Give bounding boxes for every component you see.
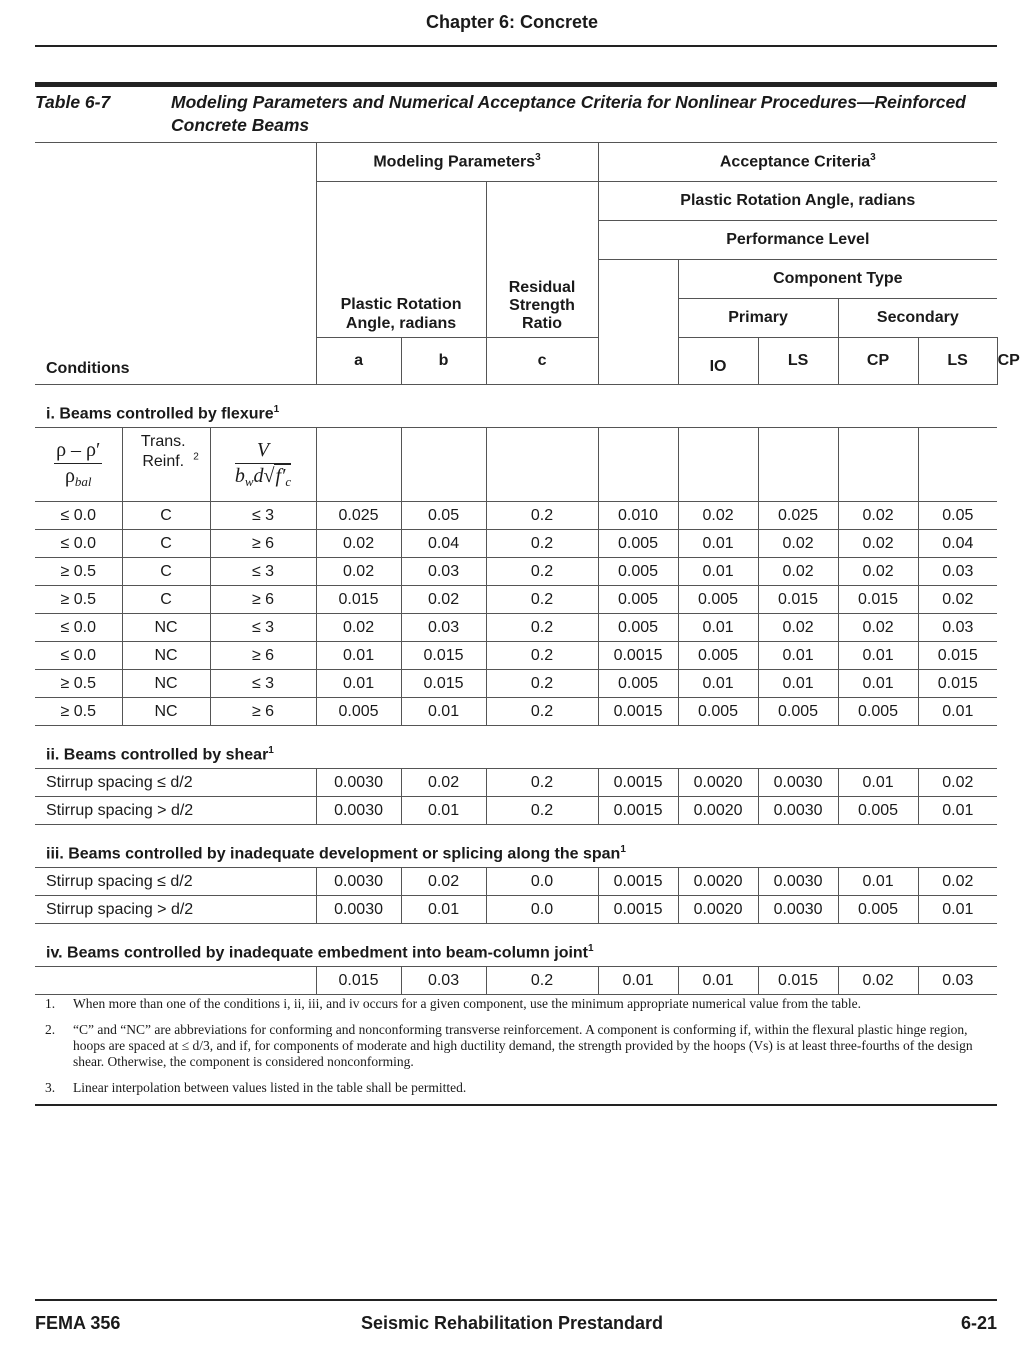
value-cell: 0.01 [316, 670, 401, 698]
value-cell: 0.005 [598, 530, 678, 558]
acceptance-plastic-rotation-header: Plastic Rotation Angle, radians [598, 182, 997, 221]
value-cell: 0.005 [758, 698, 838, 726]
empty-cell [486, 428, 598, 502]
performance-level-header: Performance Level [598, 221, 997, 260]
value-cell: 0.0030 [316, 769, 401, 797]
table-top-rule [35, 82, 997, 87]
value-cell: 0.015 [758, 586, 838, 614]
value-cell: 0.03 [918, 558, 997, 586]
section-title-text: ii. Beams controlled by shear [46, 746, 269, 763]
value-cell: 0.2 [486, 797, 598, 825]
empty-cell [838, 428, 918, 502]
value-cell: 0.005 [598, 558, 678, 586]
table-notes [35, 996, 997, 1106]
rho-condition: ≥ 0.5 [35, 698, 122, 726]
acceptance-criteria-table: Modeling Parameters$^3$ Acceptance Criteria$^3$ Plastic Rotation Angle, radians Residual Strength Ratio Plastic Rotation Angle, radians Performance Level Component Type Primary Secondary Conditions a b c IO LS CP LS CP i. Beams controlled by flexure$^1$ $\frac{\rho - \rho'}{\rho_{bal}}$ Trans. Reinf. $^2$ $\frac{V}{b_wd√f'_c}$ ≤ 0.0 C ≤ 3 0.025 0.05 0.2 0.010 0.02 0.025 0.02 0.05 ≤ 0.0 C ≥ 6 0.02 0.04 0.2 0.005 0.01 0.02 0.02 0.04 ≥ 0.5 C ≤ 3 0.02 0.03 0.2 0.005 0.01 0.02 0.02 0.03 ≥ 0.5 C ≥ 6 0.015 0.02 0.2 0.005 0.005 0.015 0.015 0.02 ≤ 0.0 NC ≤ 3 0.02 0.03 0.2 0.005 0.01 0.02 0.02 0.03 ≤ 0.0 NC ≥ 6 0.01 0.015 0.2 0.0015 0.005 0.01 0.01 0.015 ≥ 0.5 NC ≤ 3 0.01 0.015 0.2 0.005 0.01 0.01 0.01 0.015 ≥ 0.5 NC ≥ 6 0.005 0.01 0.2 0.0015 0.005 0.005 0.005 0.01 ii. Beams controlled by shear$^1$ Stirrup spacing ≤ d/2 0.0030 0.02 0.2 0.0015 0.0020 0.0030 0.01 0.02 Stirrup spacing > d/2 0.0030 0.01 0.2 0.0015 0.0020 0.0030 0.005 0.01 iii. Beams controlled by inadequate development or splicing along the span$^1$ Stirrup spacing ≤ d/2 0.0030 0.02 0.0 0.0015 0.0020 0.0030 0.01 0.02 Stirrup spacing > d/2 0.0030 0.01 0.0 0.0015 0.0020 0.0030 0.005 0.01 iv. Beams controlled by inadequate embedment into beam-column joint$^1$ 0.015 0.03 0.2 0.01 0.01 0.015 0.02 0.03 [35, 142, 997, 995]
value-cell: 0.0020 [678, 769, 758, 797]
rho-condition: ≤ 0.0 [35, 502, 122, 530]
value-cell: 0.02 [678, 502, 758, 530]
table-row [35, 868, 997, 896]
section-footnote-ref: 1 [268, 744, 274, 756]
note-number: 1. [45, 996, 56, 1011]
value-cell: 0.2 [486, 586, 598, 614]
value-cell: 0.0030 [316, 868, 401, 896]
value-cell: 0.0030 [758, 868, 838, 896]
table-row [35, 530, 997, 558]
modeling-parameters-header: Modeling Parameters$^3$ [316, 143, 598, 182]
value-cell: 0.015 [838, 586, 918, 614]
section-footnote-ref: 1 [588, 942, 594, 954]
note-2 [35, 1022, 997, 1070]
rho-ratio-header [35, 428, 122, 502]
value-cell: 0.0015 [598, 896, 678, 924]
table-row [35, 797, 997, 825]
table-row [35, 642, 997, 670]
value-cell: 0.015 [316, 586, 401, 614]
value-cell: 0.01 [678, 670, 758, 698]
col-header-c-2: c [486, 338, 598, 385]
value-cell: 0.0020 [678, 868, 758, 896]
shear-condition: ≤ 3 [210, 502, 316, 530]
value-cell: 0.04 [918, 530, 997, 558]
value-cell: 0.01 [838, 670, 918, 698]
value-cell: 0.05 [918, 502, 997, 530]
value-cell: 0.0030 [316, 797, 401, 825]
value-cell: 0.005 [598, 670, 678, 698]
empty-cell [918, 428, 997, 502]
io-header-spacer [598, 260, 678, 385]
shear-fraction: $\frac{V}{b_wd√f'_c}$ [234, 439, 292, 489]
value-cell: 0.0015 [598, 868, 678, 896]
table-row [35, 896, 997, 924]
value-cell: 0.025 [758, 502, 838, 530]
shear-condition: ≤ 3 [210, 670, 316, 698]
empty-cell [316, 428, 401, 502]
section-footnote-ref: 1 [273, 403, 280, 415]
table-row [35, 614, 997, 642]
value-cell: 0.03 [918, 967, 997, 995]
value-cell: 0.2 [486, 670, 598, 698]
shear-condition: ≥ 6 [210, 530, 316, 558]
value-cell: 0.02 [838, 614, 918, 642]
note-number: 2. [45, 1022, 56, 1037]
rho-condition: ≤ 0.0 [35, 642, 122, 670]
primary-header: Primary [678, 299, 838, 338]
value-cell: 0.0030 [758, 797, 838, 825]
trans-reinf-condition: C [122, 586, 210, 614]
col-header-b-1: b [401, 338, 486, 385]
table-row [35, 967, 997, 995]
value-cell: 0.01 [678, 558, 758, 586]
table-title: Modeling Parameters and Numerical Acceptance Criteria for Nonlinear Procedures—Reinforced Concrete Beams [171, 92, 966, 135]
value-cell: 0.0 [486, 896, 598, 924]
condition-cell [35, 967, 316, 995]
value-cell: 0.005 [678, 586, 758, 614]
component-type-header: Component Type [678, 260, 997, 299]
empty-cell [401, 428, 486, 502]
chapter-header: Chapter 6: Concrete [425, 12, 599, 32]
value-cell: 0.005 [678, 642, 758, 670]
value-cell: 0.0015 [598, 797, 678, 825]
value-cell: 0.0030 [758, 769, 838, 797]
rho-condition: ≤ 0.0 [35, 530, 122, 558]
trans-reinf-condition: C [122, 502, 210, 530]
section-title-text: iv. Beams controlled by inadequate embedment into beam-column joint [46, 944, 589, 961]
table-row [35, 698, 997, 726]
value-cell: 0.01 [758, 642, 838, 670]
acceptance-criteria-header: Acceptance Criteria$^3$ [598, 143, 997, 182]
col-header-a-0: a [316, 338, 401, 385]
value-cell: 0.015 [401, 670, 486, 698]
flexure-subheader-row [35, 428, 997, 502]
value-cell: 0.01 [401, 896, 486, 924]
value-cell: 0.005 [838, 797, 918, 825]
value-cell: 0.01 [678, 614, 758, 642]
value-cell: 0.01 [598, 967, 678, 995]
table-number: Table 6-7 [35, 92, 111, 112]
value-cell: 0.01 [758, 670, 838, 698]
condition-cell: Stirrup spacing > d/2 [35, 896, 316, 924]
value-cell: 0.0020 [678, 896, 758, 924]
section-row [35, 924, 997, 967]
note-1 [35, 996, 997, 1012]
value-cell: 0.02 [316, 614, 401, 642]
value-cell: 0.01 [316, 642, 401, 670]
value-cell: 0.03 [401, 558, 486, 586]
trans-reinf-condition: NC [122, 698, 210, 726]
value-cell: 0.2 [486, 967, 598, 995]
section-title [35, 924, 997, 967]
col-header-io-3: IO [678, 338, 758, 385]
value-cell: 0.03 [918, 614, 997, 642]
value-cell: 0.01 [838, 868, 918, 896]
value-cell: 0.2 [486, 698, 598, 726]
value-cell: 0.04 [401, 530, 486, 558]
value-cell: 0.015 [918, 642, 997, 670]
value-cell: 0.0 [486, 868, 598, 896]
value-cell: 0.015 [758, 967, 838, 995]
note-3 [35, 1080, 997, 1096]
header-rule [35, 45, 997, 47]
shear-condition: ≥ 6 [210, 586, 316, 614]
value-cell: 0.01 [401, 797, 486, 825]
table-row [35, 586, 997, 614]
rho-condition: ≥ 0.5 [35, 558, 122, 586]
value-cell: 0.005 [838, 896, 918, 924]
condition-cell: Stirrup spacing ≤ d/2 [35, 769, 316, 797]
value-cell: 0.02 [316, 530, 401, 558]
section-footnote-ref: 1 [620, 843, 626, 855]
value-cell: 0.005 [598, 586, 678, 614]
value-cell: 0.05 [401, 502, 486, 530]
section-title-text: iii. Beams controlled by inadequate development or splicing along the span [46, 845, 621, 862]
col-header-cp-5: CP [838, 338, 918, 385]
value-cell: 0.02 [918, 586, 997, 614]
value-cell: 0.2 [486, 769, 598, 797]
value-cell: 0.02 [758, 530, 838, 558]
trans-reinf-condition: NC [122, 670, 210, 698]
value-cell: 0.0015 [598, 769, 678, 797]
value-cell: 0.02 [758, 614, 838, 642]
condition-cell: Stirrup spacing ≤ d/2 [35, 868, 316, 896]
table-row [35, 558, 997, 586]
value-cell: 0.005 [598, 614, 678, 642]
value-cell: 0.02 [838, 530, 918, 558]
trans-reinf-header: Trans. Reinf. $^2$ [122, 428, 210, 502]
footer-center: Seismic Rehabilitation Prestandard [360, 1313, 664, 1333]
rho-condition: ≤ 0.0 [35, 614, 122, 642]
empty-cell [678, 428, 758, 502]
trans-reinf-condition: NC [122, 642, 210, 670]
rho-condition: ≥ 0.5 [35, 670, 122, 698]
value-cell: 0.02 [838, 967, 918, 995]
value-cell: 0.2 [486, 614, 598, 642]
value-cell: 0.01 [918, 698, 997, 726]
empty-cell [598, 428, 678, 502]
footer-rule [35, 1299, 997, 1301]
value-cell: 0.01 [678, 530, 758, 558]
value-cell: 0.03 [401, 614, 486, 642]
trans-reinf-condition: C [122, 530, 210, 558]
section-row [35, 726, 997, 769]
rho-condition: ≥ 0.5 [35, 586, 122, 614]
value-cell: 0.010 [598, 502, 678, 530]
value-cell: 0.0030 [316, 896, 401, 924]
table-row [35, 769, 997, 797]
shear-ratio-header [210, 428, 316, 502]
residual-strength-ratio-header: Residual Strength Ratio [486, 182, 598, 338]
value-cell: 0.2 [486, 558, 598, 586]
note-text: When more than one of the conditions i, ii, iii, and iv occurs for a given component, use the minimum appropriate numerical value from the table. [73, 996, 862, 1011]
value-cell: 0.02 [401, 868, 486, 896]
section-title [35, 385, 997, 428]
condition-cell: Stirrup spacing > d/2 [35, 797, 316, 825]
value-cell: 0.2 [486, 642, 598, 670]
shear-condition: ≤ 3 [210, 614, 316, 642]
conditions-header-blank [35, 143, 316, 338]
value-cell: 0.03 [401, 967, 486, 995]
section-row [35, 385, 997, 428]
value-cell: 0.005 [838, 698, 918, 726]
note-text: “C” and “NC” are abbreviations for conforming and nonconforming transverse reinforcement. A component is conforming if, within the flexural plastic hinge region, hoops are spaced at ≤ d/3, and if, for components of moderate and high ductility demand, the strength provided by the hoops (Vs) is at least three-fourths of the design shear. Otherwise, the component is considered nonconforming. [73, 1022, 973, 1069]
col-header-ls-6: LS [918, 338, 997, 385]
value-cell: 0.01 [838, 769, 918, 797]
value-cell: 0.015 [918, 670, 997, 698]
secondary-header: Secondary [838, 299, 997, 338]
empty-cell [758, 428, 838, 502]
value-cell: 0.02 [838, 502, 918, 530]
value-cell: 0.02 [401, 586, 486, 614]
value-cell: 0.02 [918, 868, 997, 896]
table-row [35, 502, 997, 530]
value-cell: 0.02 [316, 558, 401, 586]
trans-reinf-condition: C [122, 558, 210, 586]
value-cell: 0.2 [486, 502, 598, 530]
value-cell: 0.01 [918, 896, 997, 924]
value-cell: 0.0030 [758, 896, 838, 924]
trans-reinf-condition: NC [122, 614, 210, 642]
section-title [35, 726, 997, 769]
value-cell: 0.02 [401, 769, 486, 797]
value-cell: 0.025 [316, 502, 401, 530]
value-cell: 0.0015 [598, 642, 678, 670]
value-cell: 0.015 [316, 967, 401, 995]
value-cell: 0.005 [316, 698, 401, 726]
value-cell: 0.01 [401, 698, 486, 726]
value-cell: 0.015 [401, 642, 486, 670]
rho-fraction: $\frac{\rho - \rho'}{\rho_{bal}}$ [56, 439, 101, 489]
section-title [35, 825, 997, 868]
value-cell: 0.01 [918, 797, 997, 825]
plastic-rotation-angle-header: Plastic Rotation Angle, radians [316, 182, 486, 338]
footer-page-number: 6-21 [960, 1313, 997, 1333]
value-cell: 0.005 [678, 698, 758, 726]
section-title-text: i. Beams controlled by flexure [46, 405, 274, 422]
conditions-header: Conditions [35, 338, 316, 385]
footer-left: FEMA 356 [35, 1313, 121, 1333]
value-cell: 0.01 [678, 967, 758, 995]
value-cell: 0.2 [486, 530, 598, 558]
note-text: Linear interpolation between values listed in the table shall be permitted. [73, 1080, 467, 1095]
note-number: 3. [45, 1080, 56, 1095]
col-header-ls-4: LS [758, 338, 838, 385]
shear-condition: ≤ 3 [210, 558, 316, 586]
shear-condition: ≥ 6 [210, 698, 316, 726]
value-cell: 0.02 [758, 558, 838, 586]
table-row [35, 670, 997, 698]
value-cell: 0.02 [918, 769, 997, 797]
value-cell: 0.01 [838, 642, 918, 670]
section-row [35, 825, 997, 868]
value-cell: 0.0015 [598, 698, 678, 726]
value-cell: 0.0020 [678, 797, 758, 825]
value-cell: 0.02 [838, 558, 918, 586]
notes-bottom-rule [35, 1104, 997, 1106]
shear-condition: ≥ 6 [210, 642, 316, 670]
